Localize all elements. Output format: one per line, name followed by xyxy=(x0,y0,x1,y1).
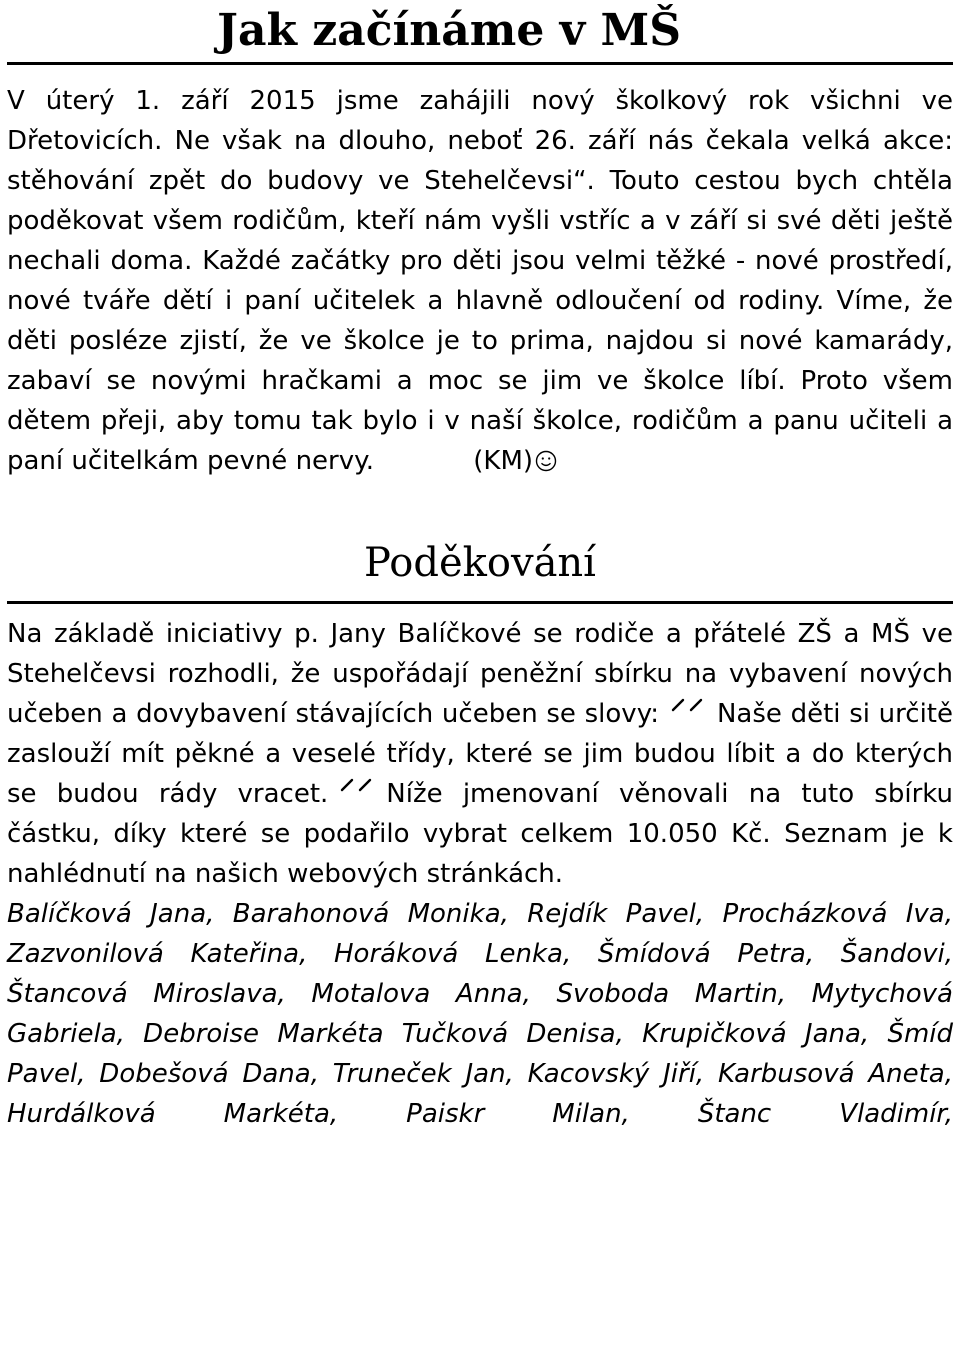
article-title-ms: Jak začínáme v MŠ xyxy=(217,5,681,56)
section-divider xyxy=(7,601,953,604)
article-body-text: V úterý 1. září 2015 jsme zahájili nový školkový rok všichni ve Dřetovicích. Ne však na dlouho, neboť 26. září nás čekala velká akce: stěhování zpět do budovy ve Stehelčevsi“. Touto cestou bych chtěla poděkovat všem rodičům, kteří nám vyšli vstříc a v září si své děti ještě nechali doma. Každé začátky pro děti jsou velmi těžké - nové prostředí, nové tváře dětí i paní učitelek a hlavně odloučení od rodiny. Víme, že děti posléze zjistí, že ve školce je to prima, najdou si nové kamarády, zabaví se novými hračkami a moc se jim ve školce líbí. Proto všem dětem přeji, aby tomu tak bylo i v naší školce, rodičům a panu učiteli a paní učitelkám pevné nervy. xyxy=(7,86,953,476)
smiley-face-icon xyxy=(535,450,557,472)
article-title-thanks: Poděkování xyxy=(364,540,596,586)
title-divider xyxy=(7,62,953,65)
author-signature: (KM) xyxy=(473,446,534,476)
thanks-intro-text: Na základě iniciativy p. Jany Balíčkové se rodiče a přátelé ZŠ a MŠ ve Stehelčevsi rozhodli, že uspořádají peněžní sbírku na vybavení nových učeben a dovybavení stávajících učeben se slovy: xyxy=(7,619,953,729)
article-body-thanks xyxy=(7,614,953,894)
thanks-outro-text: Níže jmenovaní věnovali na tuto sbírku částku, díky které se podařilo vybrat celkem 10.050 Kč. Seznam je k nahlédnutí na našich webových stránkách. xyxy=(7,779,953,889)
thanks-quote-text: Naše děti si určitě zaslouží mít pěkné a veselé třídy, které se jim budou líbit a do kterých se budou rády vracet. xyxy=(7,699,953,809)
newsletter-page xyxy=(7,0,953,1134)
article-body-ms xyxy=(7,81,953,481)
quote-close-icon xyxy=(332,778,382,792)
donor-names-list: Balíčková Jana, Barahonová Monika, Rejdík Pavel, Procházková Iva, Zazvonilová Kateřina, Horáková Lenka, Šmídová Petra, Šandovi, Štancová Miroslava, Motalova Anna, Svoboda Martin, Mytychová Gabriela, Debroise Markéta Tučková Denisa, Krupičková Jana, Šmíd Pavel, Dobešová Dana, Truneček Jan, Kacovský Jiří, Karbusová Aneta, Hurdálková Markéta, Paiskr Milan, Štanc Vladimír, xyxy=(7,899,953,1129)
quote-open-icon xyxy=(663,698,713,712)
